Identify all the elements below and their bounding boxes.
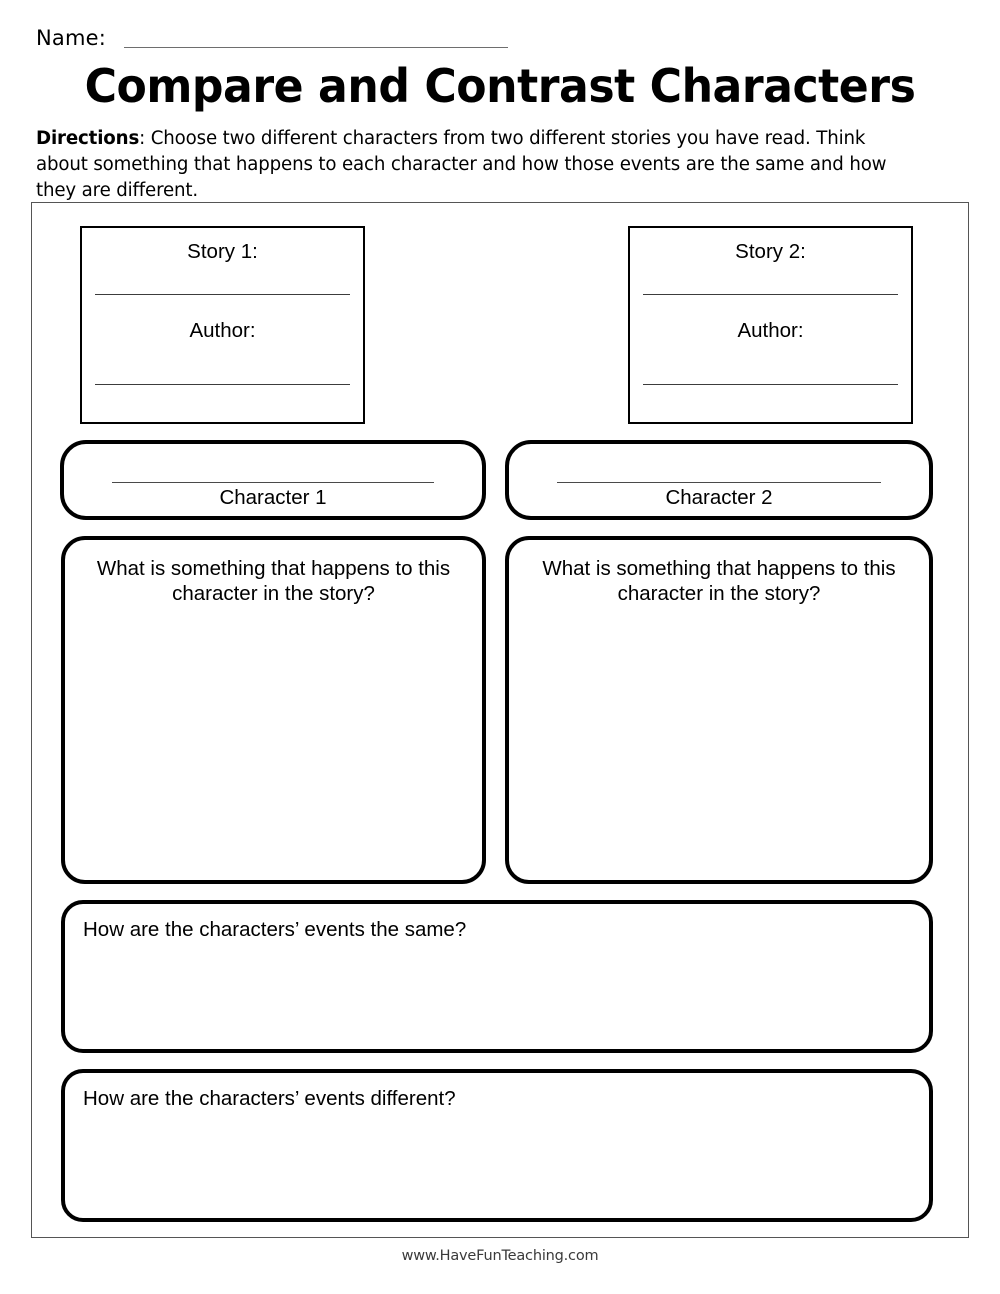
footer-website: www.HaveFunTeaching.com <box>401 1248 599 1264</box>
story-2-title-line[interactable] <box>643 294 898 295</box>
story-2-box <box>628 226 913 424</box>
story-1-label: Story 1: <box>187 240 258 263</box>
character-1-label: Character 1 <box>219 486 327 509</box>
directions-text: : Choose two different characters from two different stories you have read. Think about something that happens to each character and how those events are the same and how they are different. <box>36 128 887 201</box>
character-2-box <box>505 440 933 520</box>
page-title: Compare and Contrast Characters <box>84 59 916 113</box>
character-1-box <box>60 440 486 520</box>
name-label: Name: <box>36 26 107 50</box>
events-same-answer-box[interactable] <box>61 900 933 1053</box>
character-1-event-prompt: What is something that happens to this character in the story? <box>96 557 451 605</box>
name-write-in-line[interactable] <box>124 47 508 48</box>
story-2-label: Story 2: <box>735 240 806 263</box>
events-different-answer-box[interactable] <box>61 1069 933 1222</box>
character-1-event-answer-box[interactable] <box>61 536 486 884</box>
story-2-author-line[interactable] <box>643 384 898 385</box>
character-2-name-line[interactable] <box>557 482 881 483</box>
story-2-author-label: Author: <box>737 319 804 342</box>
events-different-prompt: How are the characters’ events different? <box>83 1087 456 1110</box>
story-1-author-label: Author: <box>189 319 256 342</box>
story-1-title-line[interactable] <box>95 294 350 295</box>
directions-paragraph <box>36 126 888 204</box>
events-same-prompt: How are the characters’ events the same? <box>83 918 467 941</box>
character-2-event-answer-box[interactable] <box>505 536 933 884</box>
story-1-box <box>80 226 365 424</box>
character-2-event-prompt: What is something that happens to this character in the story? <box>542 557 896 605</box>
character-1-name-line[interactable] <box>112 482 434 483</box>
character-2-label: Character 2 <box>665 486 773 509</box>
story-1-author-line[interactable] <box>95 384 350 385</box>
name-field-row <box>36 28 508 51</box>
directions-label: Directions <box>36 128 140 149</box>
